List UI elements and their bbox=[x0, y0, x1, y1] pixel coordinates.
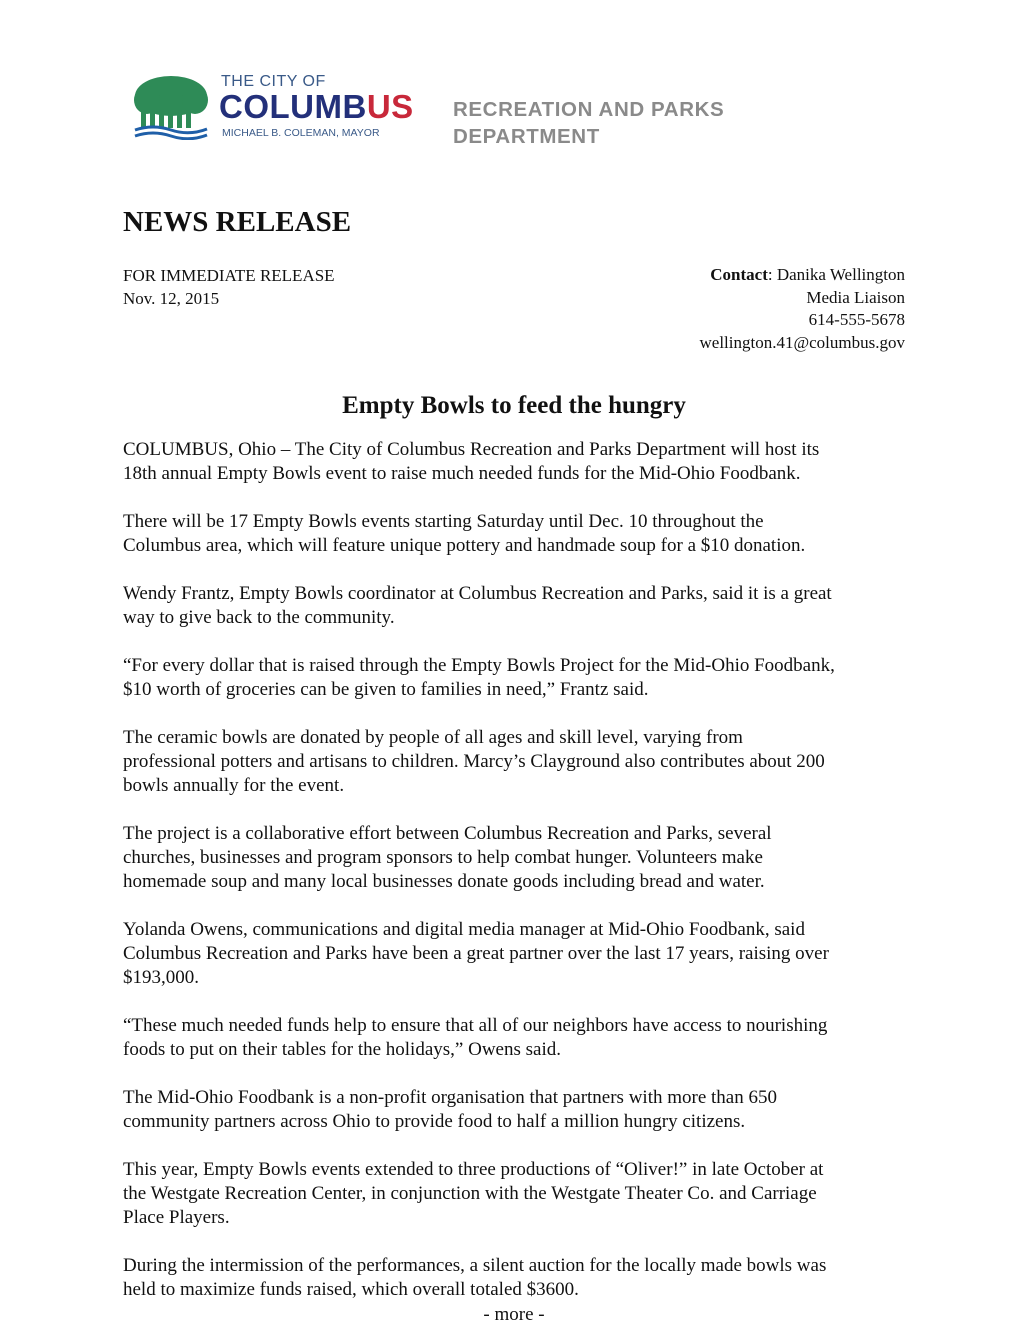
paragraph-line: community partners across Ohio to provide food to half a million hungry citizens. bbox=[123, 1111, 746, 1132]
paragraph bbox=[123, 582, 923, 630]
department-name bbox=[453, 96, 724, 150]
paragraph bbox=[123, 654, 923, 702]
paragraph bbox=[123, 1254, 923, 1302]
paragraph-line: Columbus area, which will feature unique pottery and handmade soup for a $10 donation. bbox=[123, 535, 806, 556]
release-label: FOR IMMEDIATE RELEASE bbox=[123, 266, 335, 285]
contact-role: Media Liaison bbox=[806, 287, 905, 307]
tree-logo-icon bbox=[133, 74, 209, 140]
paragraph-line: There will be 17 Empty Bowls events starting Saturday until Dec. 10 throughout the bbox=[123, 511, 764, 532]
logo-city-of: THE CITY OF bbox=[221, 73, 326, 90]
paragraph-line: foods to put on their tables for the holidays,” Owens said. bbox=[123, 1039, 561, 1060]
paragraph bbox=[123, 510, 923, 558]
paragraph-line: “For every dollar that is raised through the Empty Bowls Project for the Mid-Ohio Foodbank, bbox=[123, 655, 835, 676]
paragraph-line: The project is a collaborative effort between Columbus Recreation and Parks, several bbox=[123, 823, 772, 844]
paragraph-line: Yolanda Owens, communications and digital media manager at Mid-Ohio Foodbank, said bbox=[123, 919, 805, 940]
logo-mayor: MICHAEL B. COLEMAN, MAYOR bbox=[222, 127, 380, 139]
paragraph-line: 18th annual Empty Bowls event to raise much needed funds for the Mid-Ohio Foodbank. bbox=[123, 463, 801, 484]
logo-columbus-main: COLUMB bbox=[219, 88, 367, 125]
paragraph bbox=[123, 438, 923, 486]
paragraph-line: churches, businesses and program sponsors to help combat hunger. Volunteers make bbox=[123, 847, 763, 868]
paragraph-line: This year, Empty Bowls events extended to three productions of “Oliver!” in late October at bbox=[123, 1159, 824, 1180]
paragraph-line: way to give back to the community. bbox=[123, 607, 395, 628]
paragraph-line: Wendy Frantz, Empty Bowls coordinator at Columbus Recreation and Parks, said it is a great bbox=[123, 583, 832, 604]
paragraph-line: “These much needed funds help to ensure that all of our neighbors have access to nourishing bbox=[123, 1015, 828, 1036]
page-title: NEWS RELEASE bbox=[123, 206, 352, 238]
logo-columbus-accent: US bbox=[366, 88, 414, 125]
paragraph bbox=[123, 822, 923, 894]
paragraph-line: COLUMBUS, Ohio – The City of Columbus Recreation and Parks Department will host its bbox=[123, 439, 820, 460]
paragraph-line: $193,000. bbox=[123, 967, 199, 988]
release-date: Nov. 12, 2015 bbox=[123, 289, 220, 308]
paragraph-line: During the intermission of the performances, a silent auction for the locally made bowls was bbox=[123, 1255, 827, 1276]
paragraph bbox=[123, 726, 923, 798]
release-info bbox=[123, 264, 335, 310]
contact-name: : Danika Wellington bbox=[767, 265, 905, 284]
paragraph-line: The ceramic bowls are donated by people of all ages and skill level, varying from bbox=[123, 727, 743, 748]
more-indicator: - more - bbox=[483, 1304, 545, 1325]
contact-line bbox=[700, 264, 905, 287]
contact-label: Contact bbox=[710, 265, 768, 284]
paragraph-line: Place Players. bbox=[123, 1207, 230, 1228]
contact-block bbox=[700, 264, 905, 354]
department-line-2: DEPARTMENT bbox=[453, 125, 600, 148]
paragraph-line: The Mid-Ohio Foodbank is a non-profit organisation that partners with more than 650 bbox=[123, 1087, 777, 1108]
paragraph bbox=[123, 918, 923, 990]
paragraph bbox=[123, 1014, 923, 1062]
paragraph bbox=[123, 1086, 923, 1134]
paragraph bbox=[123, 1158, 923, 1230]
paragraph-line: Columbus Recreation and Parks have been a great partner over the last 17 years, raising over bbox=[123, 943, 829, 964]
paragraph-line: bowls annually for the event. bbox=[123, 775, 345, 796]
paragraph-line: $10 worth of groceries can be given to families in need,” Frantz said. bbox=[123, 679, 649, 700]
city-logo bbox=[133, 72, 753, 152]
contact-email[interactable]: wellington.41@columbus.gov bbox=[699, 332, 905, 352]
paragraph-line: held to maximize funds raised, which overall totaled $3600. bbox=[123, 1279, 579, 1300]
paragraph-line: the Westgate Recreation Center, in conjunction with the Westgate Theater Co. and Carriage bbox=[123, 1183, 817, 1204]
paragraph-line: professional potters and artisans to children. Marcy’s Clayground also contributes about 200 bbox=[123, 751, 825, 772]
logo-columbus bbox=[219, 88, 414, 126]
headline: Empty Bowls to feed the hungry bbox=[342, 392, 686, 419]
contact-phone: 614-555-5678 bbox=[808, 310, 905, 329]
article-body bbox=[123, 438, 923, 1326]
paragraph-line: homemade soup and many local businesses donate goods including bread and water. bbox=[123, 871, 765, 892]
department-line-1: RECREATION AND PARKS bbox=[453, 98, 725, 121]
